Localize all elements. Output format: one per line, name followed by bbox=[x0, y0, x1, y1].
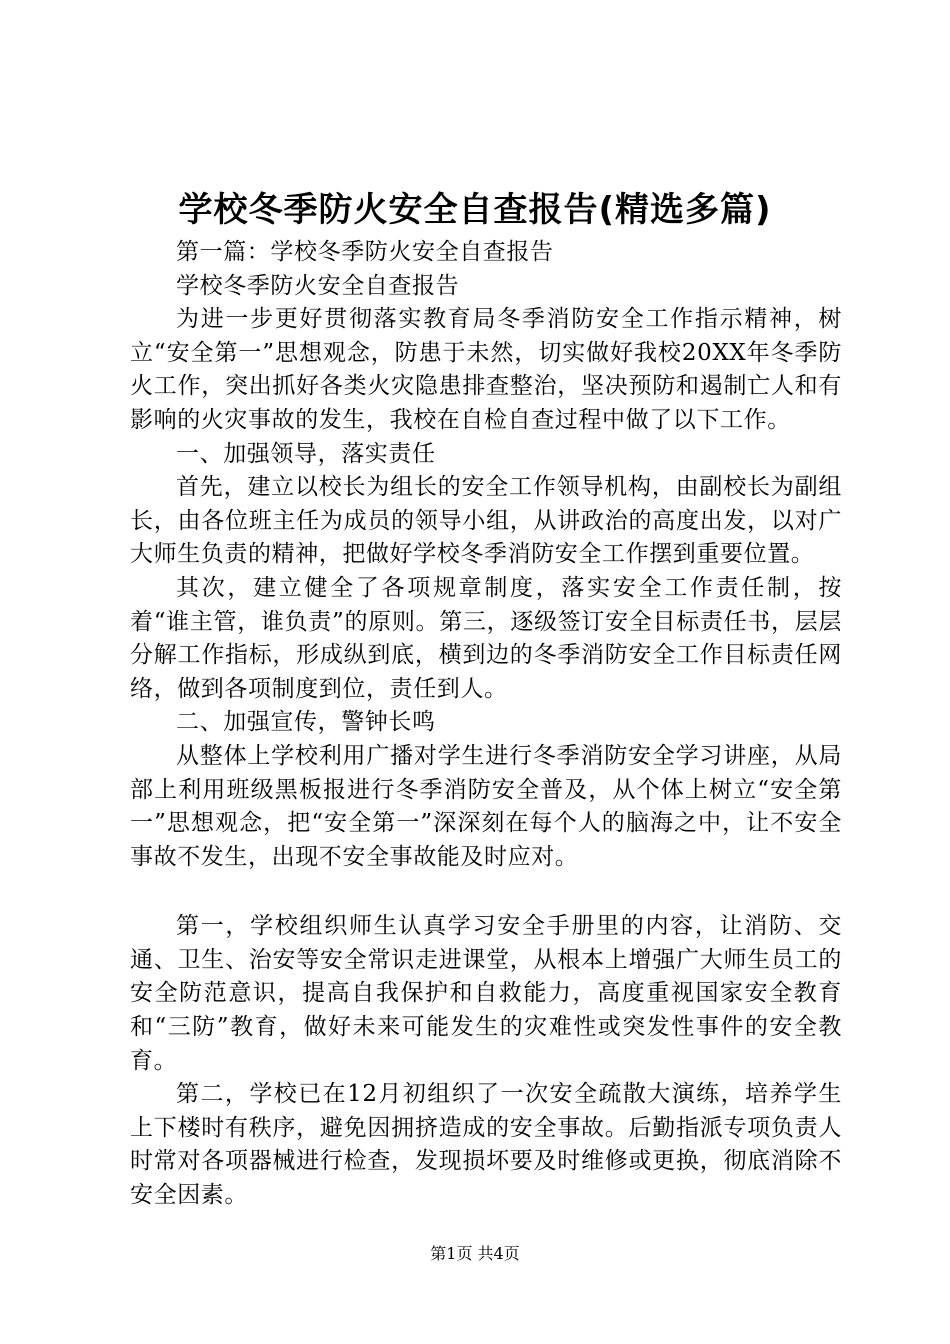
paragraph: 第一，学校组织师生认真学习安全手册里的内容，让消防、交通、卫生、治安等安全常识走进课堂，从根本上增强广大师生员工的安全防范意识，提高自我保护和自救能力，高度重视国家安全教育和“三防”教育，做好未来可能发生的灾难性或突发性事件的安全教育。 bbox=[130, 913, 842, 1074]
document-body bbox=[130, 236, 842, 1213]
document-title: 学校冬季防火安全自查报告(精选多篇) bbox=[178, 190, 772, 230]
paragraph: 从整体上学校利用广播对学生进行冬季消防安全学习讲座，从局部上利用班级黑板报进行冬季消防安全普及，从个体上树立“安全第一”思想观念，把“安全第一”深深刻在每个人的脑海之中，让不安全事故不发生，出现不安全事故能及时应对。 bbox=[130, 742, 842, 870]
paragraph: 首先，建立以校长为组长的安全工作领导机构，由副校长为副组长，由各位班主任为成员的领导小组，从讲政治的高度出发，以对广大师生负责的精神，把做好学校冬季消防安全工作摆到重要位置。 bbox=[130, 474, 842, 568]
page-number-footer: 第1页 共4页 bbox=[430, 1244, 520, 1263]
paragraph: 第二，学校已在12月初组织了一次安全疏散大演练，培养学生上下楼时有秩序，避免因拥挤造成的安全事故。后勤指派专项负责人时常对各项器械进行检查，发现损坏要及时维修或更换，彻底消除不安全因素。 bbox=[130, 1081, 842, 1209]
subsection-heading: 二、加强宣传，警钟长鸣 bbox=[176, 709, 436, 736]
subsection-heading: 一、加强领导，落实责任 bbox=[176, 440, 436, 467]
report-title-line: 学校冬季防火安全自查报告 bbox=[176, 272, 460, 299]
section-heading: 第一篇：学校冬季防火安全自查报告 bbox=[176, 239, 554, 265]
paragraph: 为进一步更好贯彻落实教育局冬季消防安全工作指示精神，树立“安全第一”思想观念，防患于未然，切实做好我校20XX年冬季防火工作，突出抓好各类火灾隐患排查整治，坚决预防和遏制亡人和有影响的火灾事故的发生，我校在自检自查过程中做了以下工作。 bbox=[130, 306, 842, 433]
paragraph: 其次，建立健全了各项规章制度，落实安全工作责任制，按着“谁主管，谁负责”的原则。第三，逐级签订安全目标责任书，层层分解工作指标，形成纵到底，横到边的冬季消防安全工作目标责任网络，做到各项制度到位，责任到人。 bbox=[130, 574, 842, 702]
